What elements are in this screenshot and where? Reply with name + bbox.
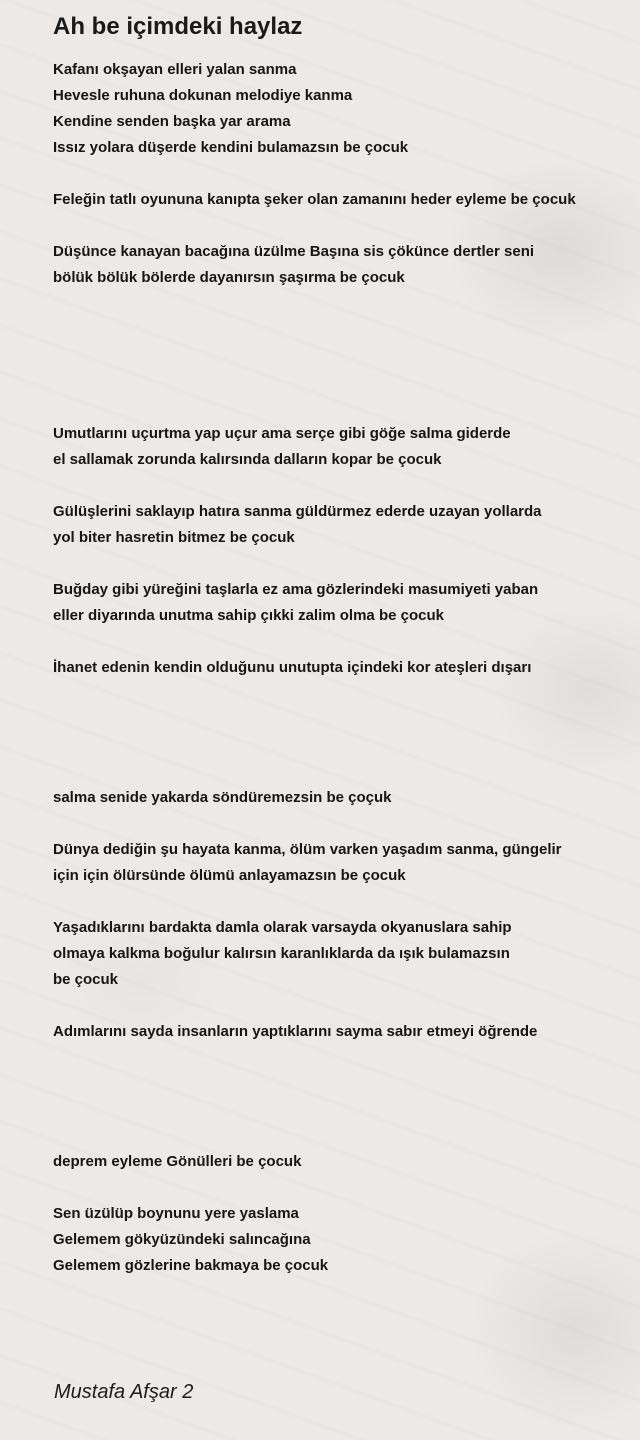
poem-line: bölük bölük bölerde dayanırsın şaşırma be çocuk xyxy=(53,269,405,286)
poem-line: Issız yolara düşerde kendini bulamazsın be çocuk xyxy=(53,139,409,156)
stanza-spacer xyxy=(53,1123,628,1149)
stanza-spacer xyxy=(53,213,628,239)
poem-line: Kendine senden başka yar arama xyxy=(53,113,291,130)
poem-line: Adımlarını sayda insanların yaptıklarını sayma sabır etmeyi öğrende xyxy=(53,1023,538,1040)
stanza-spacer xyxy=(53,161,628,187)
stanza-spacer xyxy=(53,811,628,837)
poem-line: Gelemem gökyüzündeki salıncağına xyxy=(53,1231,311,1248)
poem-line: Düşünce kanayan bacağına üzülme Başına sis çökünce dertler seni xyxy=(53,243,535,260)
stanza-spacer xyxy=(53,473,628,499)
stanza-spacer xyxy=(53,707,628,733)
stanza-spacer xyxy=(53,733,628,759)
stanza-spacer xyxy=(53,1045,628,1071)
stanza-spacer xyxy=(53,1175,628,1201)
poem-line: Gülüşlerini saklayıp hatıra sanma güldürmez ederde uzayan yollarda xyxy=(53,503,542,520)
stanza-spacer xyxy=(53,1097,628,1123)
poem-line: Hevesle ruhuna dokunan melodiye kanma xyxy=(53,87,353,104)
stanza-spacer xyxy=(53,889,628,915)
stanza-spacer xyxy=(53,629,628,655)
poem-line: salma senide yakarda söndüremezsin be çoçuk xyxy=(53,789,392,806)
stanza-spacer xyxy=(53,291,628,317)
poem-line: yol biter hasretin bitmez be çocuk xyxy=(53,529,295,546)
poem-line: el sallamak zorunda kalırsında dalların kopar be çocuk xyxy=(53,451,442,468)
stanza-spacer xyxy=(53,681,628,707)
stanza-spacer xyxy=(53,1071,628,1097)
stanza-spacer xyxy=(53,551,628,577)
poem-container xyxy=(53,10,628,1279)
poem-line: Buğday gibi yüreğini taşlarla ez ama gözlerindeki masumiyeti yaban xyxy=(53,581,539,598)
stanza-spacer xyxy=(53,317,628,343)
poem-author: Mustafa Afşar 2 xyxy=(54,1381,194,1403)
poem-line: için için ölürsünde ölümü anlayamazsın be çocuk xyxy=(53,867,406,884)
poem-line: deprem eyleme Gönülleri be çocuk xyxy=(53,1153,302,1170)
poem-line: eller diyarında unutma sahip çıkki zalim olma be çocuk xyxy=(53,607,444,624)
stanza-spacer xyxy=(53,369,628,395)
poem-body xyxy=(53,57,628,1279)
stanza-spacer xyxy=(53,343,628,369)
poem-line: be çocuk xyxy=(53,971,119,988)
poem-line: Umutlarını uçurtma yap uçur ama serçe gibi göğe salma giderde xyxy=(53,425,511,442)
stanza-spacer xyxy=(53,759,628,785)
poem-line: Sen üzülüp boynunu yere yaslama xyxy=(53,1205,299,1222)
poem-title: Ah be içimdeki haylaz xyxy=(53,13,303,40)
poem-line: Feleğin tatlı oyununa kanıpta şeker olan zamanını heder eyleme be çocuk xyxy=(53,191,576,208)
poem-line: Dünya dediğin şu hayata kanma, ölüm varken yaşadım sanma, güngelir xyxy=(53,841,562,858)
poem-line: Kafanı okşayan elleri yalan sanma xyxy=(53,61,297,78)
poem-line: olmaya kalkma boğulur kalırsın karanlıklarda da ışık bulamazsın xyxy=(53,945,510,962)
poem-line: Gelemem gözlerine bakmaya be çocuk xyxy=(53,1257,329,1274)
stanza-spacer xyxy=(53,993,628,1019)
poem-line: İhanet edenin kendin olduğunu unutupta içindeki kor ateşleri dışarı xyxy=(53,659,532,676)
stanza-spacer xyxy=(53,395,628,421)
poem-line: Yaşadıklarını bardakta damla olarak varsayda okyanuslara sahip xyxy=(53,919,512,936)
